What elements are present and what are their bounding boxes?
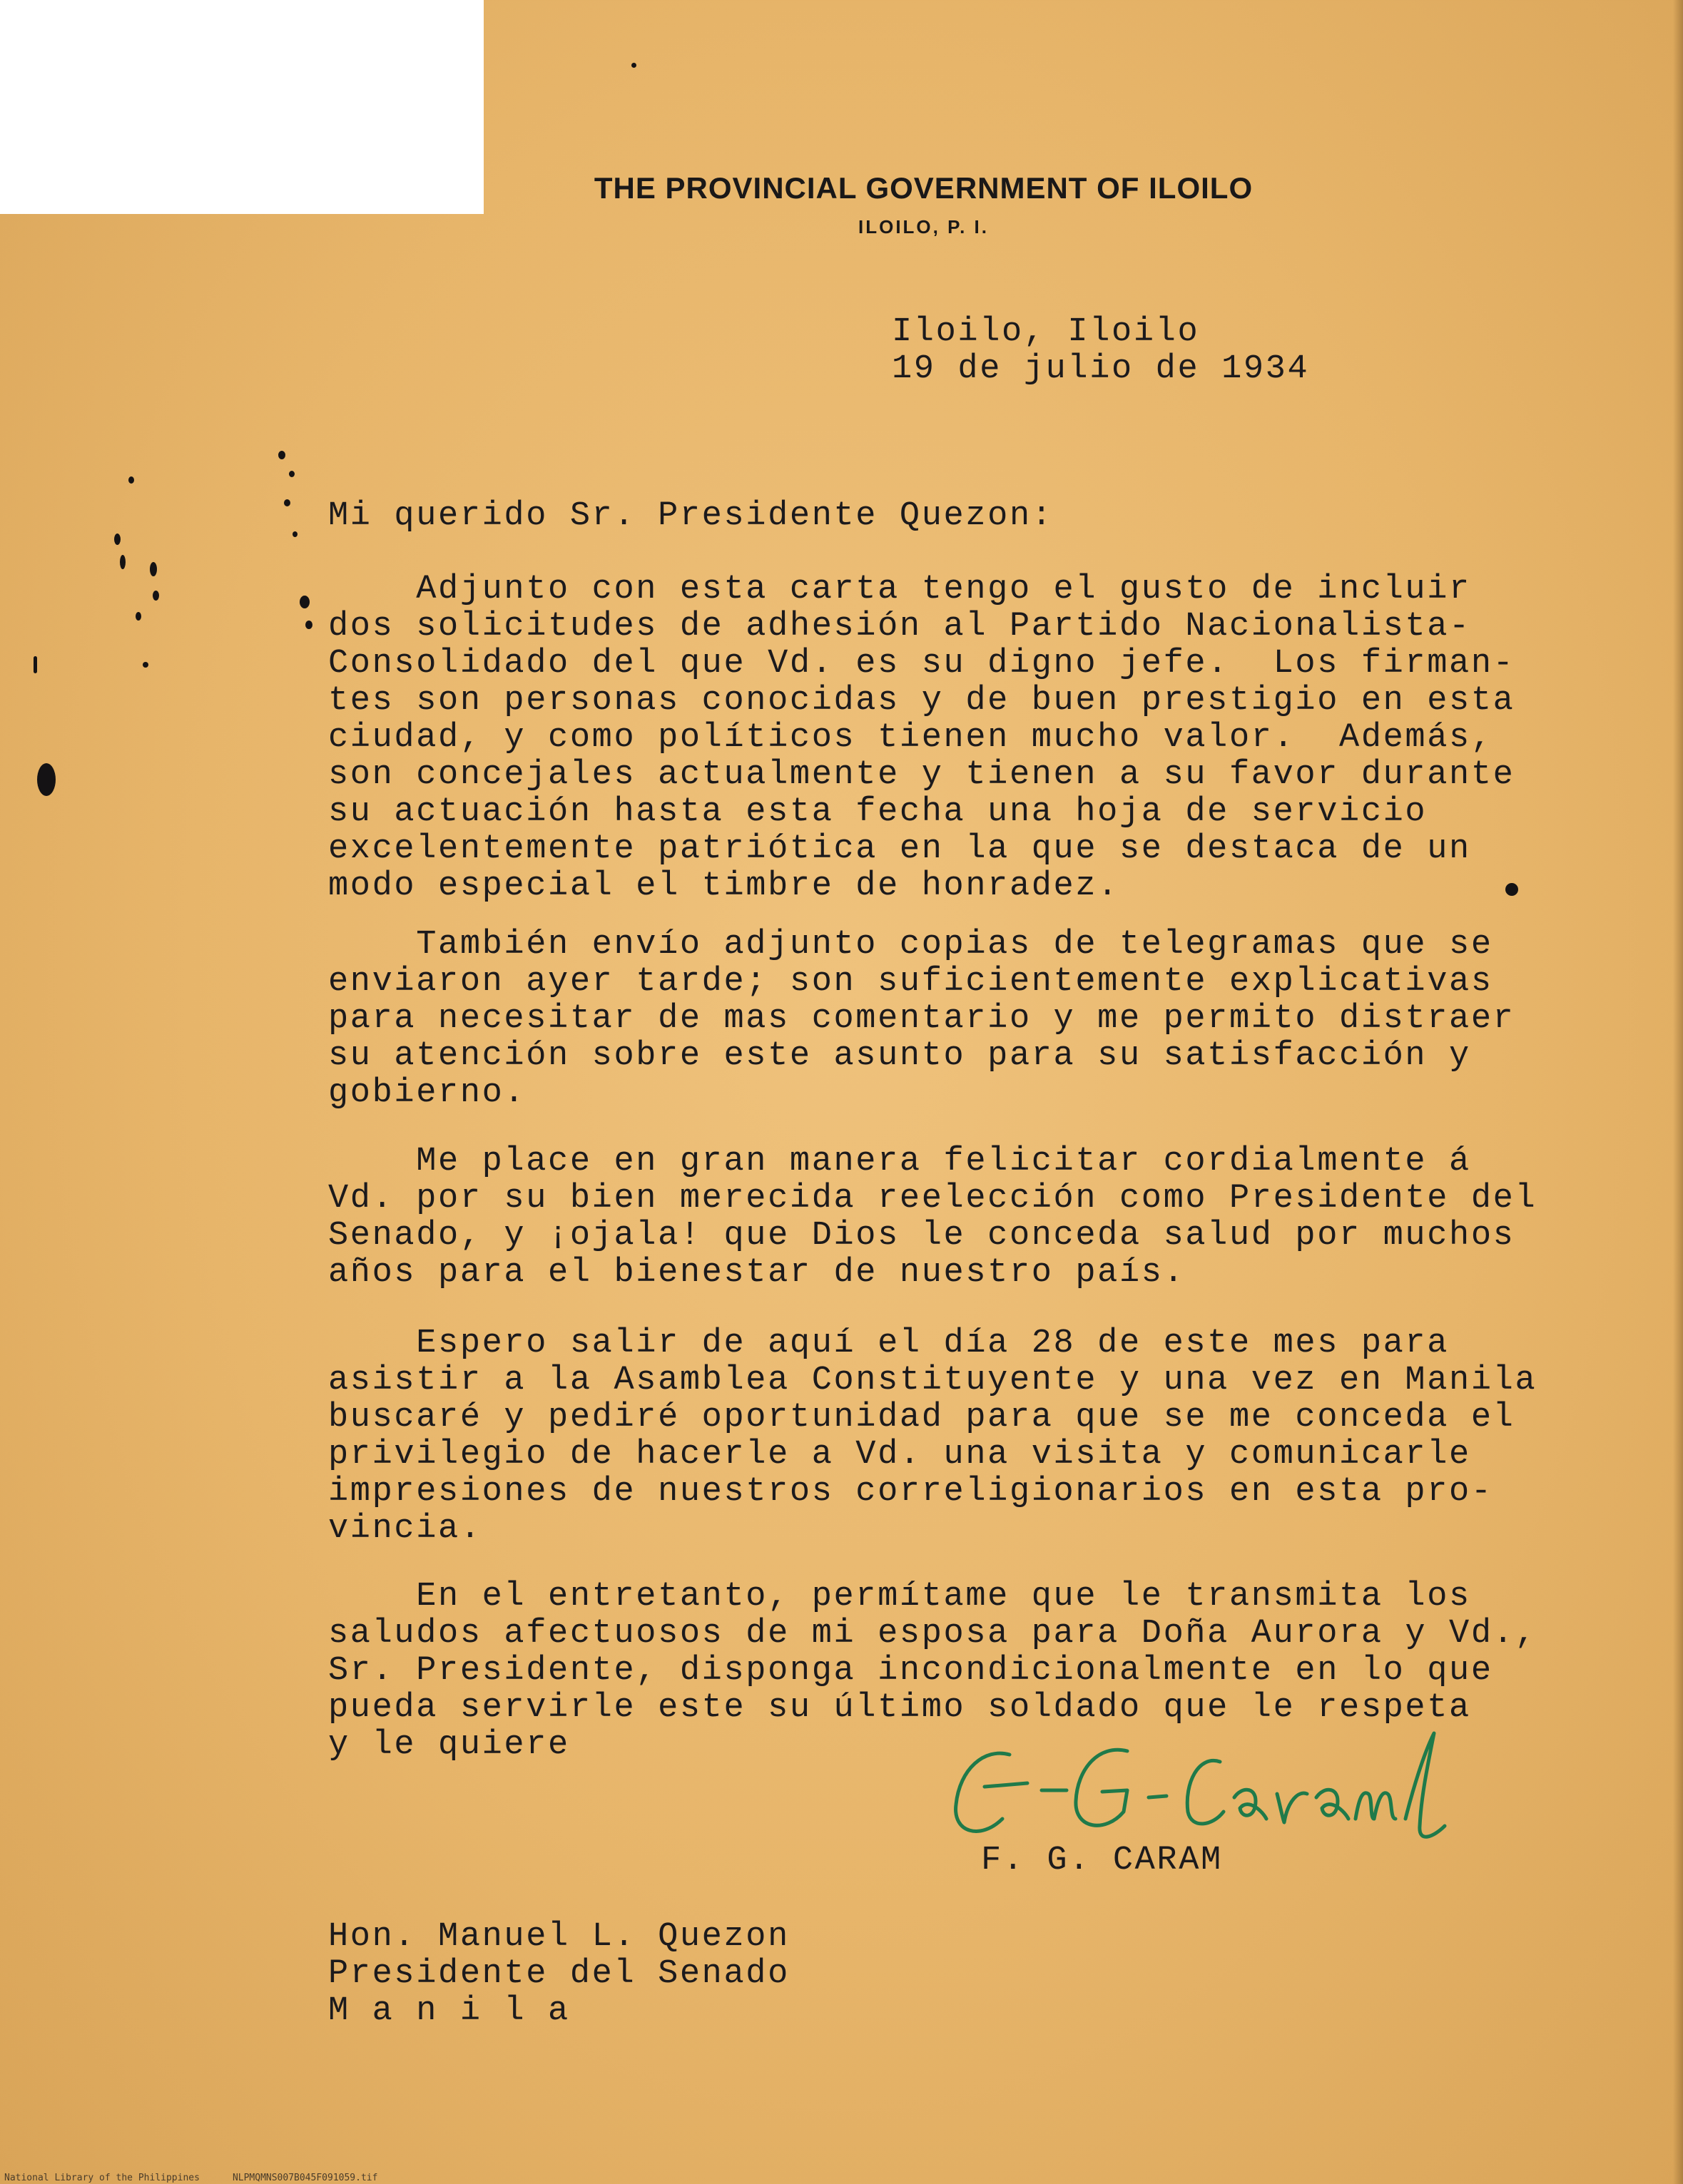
paragraph-line: su actuación hasta esta fecha una hoja de servicio — [328, 793, 1428, 831]
paragraph-line: asistir a la Asamblea Constituyente y una vez en Manila — [328, 1362, 1537, 1399]
paragraph-line: para necesitar de mas comentario y me permito distraer — [328, 1000, 1515, 1038]
paragraph-line: Espero salir de aquí el día 28 de este mes para — [328, 1325, 1450, 1362]
salutation: Mi querido Sr. Presidente Quezon: — [328, 497, 1054, 535]
archive-file-id: NLPMQMNS007B045F091059.tif — [232, 2173, 378, 2183]
paragraph-line: su atención sobre este asunto para su satisfacción y — [328, 1037, 1471, 1075]
body-paragraph-1 — [328, 571, 1515, 905]
paragraph-line: Me place en gran manera felicitar cordialmente á — [328, 1143, 1471, 1180]
paragraph-line: pueda servirle este su último soldado que le respeta — [328, 1689, 1471, 1727]
paragraph-line: años para el bienestar de nuestro país. — [328, 1254, 1186, 1292]
letter-date: 19 de julio de 1934 — [892, 350, 1310, 388]
letter-place: Iloilo, Iloilo — [892, 313, 1200, 351]
paragraph-line: vincia. — [328, 1510, 482, 1548]
addressee-block — [328, 1919, 790, 2030]
paragraph-line: privilegio de hacerle a Vd. una visita y comunicarle — [328, 1436, 1471, 1474]
paragraph-line: También envío adjunto copias de telegramas que se — [328, 926, 1493, 964]
addressee-line: M a n i l a — [328, 1992, 570, 2030]
page-edge-shadow — [1673, 0, 1683, 2184]
paragraph-line: Vd. por su bien merecida reelección como Presidente del — [328, 1180, 1537, 1218]
archive-footer — [4, 2173, 410, 2183]
paragraph-line: enviaron ayer tarde; son suficientemente explicativas — [328, 963, 1493, 1001]
paragraph-line: modo especial el timbre de honradez. — [328, 867, 1119, 905]
paragraph-line: buscaré y pediré oportunidad para que se me conceda el — [328, 1399, 1515, 1437]
paragraph-line: excelentemente patriótica en la que se destaca de un — [328, 830, 1471, 868]
letterhead-organization: THE PROVINCIAL GOVERNMENT OF ILOILO — [594, 171, 1254, 205]
paragraph-line: saludos afectuosos de mi esposa para Doña Aurora y Vd., — [328, 1615, 1537, 1653]
paragraph-line: dos solicitudes de adhesión al Partido Nacionalista- — [328, 608, 1471, 645]
handwritten-signature — [942, 1712, 1455, 1854]
paragraph-line: Adjunto con esta carta tengo el gusto de incluir — [328, 571, 1471, 608]
body-paragraph-2 — [328, 927, 1515, 1112]
paragraph-line: Consolidado del que Vd. es su digno jefe. Los firman- — [328, 645, 1515, 683]
paragraph-line: En el entretanto, permítame que le transmita los — [328, 1578, 1471, 1616]
date-block — [892, 314, 1309, 388]
paragraph-line: tes son personas conocidas y de buen prestigio en esta — [328, 682, 1515, 720]
paragraph-line: y le quiere — [328, 1726, 570, 1764]
paragraph-line: impresiones de nuestros correligionarios en esta pro- — [328, 1473, 1493, 1511]
letterhead-location: ILOILO, P. I. — [858, 216, 989, 238]
addressee-line: Presidente del Senado — [328, 1955, 790, 1993]
body-paragraph-3 — [328, 1143, 1537, 1292]
signer-name: F. G. CARAM — [981, 1842, 1223, 1879]
paragraph-line: ciudad, y como políticos tienen mucho valor. Además, — [328, 719, 1493, 757]
archive-name: National Library of the Philippines — [4, 2173, 200, 2183]
addressee-line: Hon. Manuel L. Quezon — [328, 1918, 790, 1956]
paragraph-line: Senado, y ¡ojala! que Dios le conceda salud por muchos — [328, 1217, 1515, 1255]
paragraph-line: son concejales actualmente y tienen a su favor durante — [328, 756, 1515, 794]
paragraph-line: Sr. Presidente, disponga incondicionalmente en lo que — [328, 1652, 1493, 1690]
paragraph-line: gobierno. — [328, 1074, 527, 1112]
body-paragraph-4 — [328, 1325, 1537, 1548]
